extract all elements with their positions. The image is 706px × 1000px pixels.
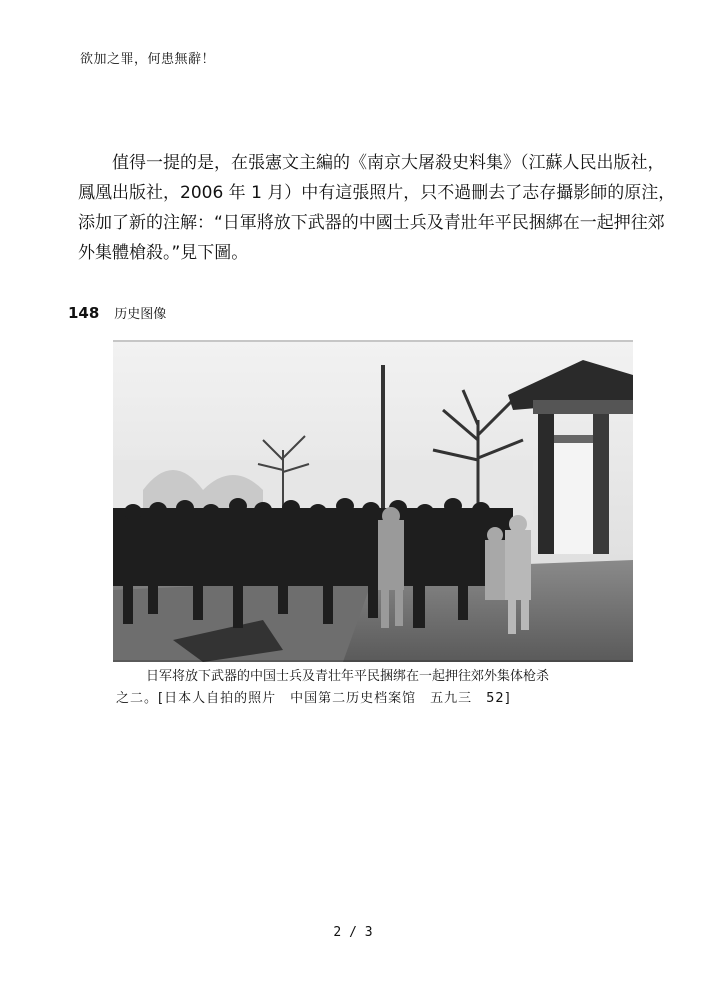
running-header: 欲加之罪，何患無辭！ [80,52,216,67]
body-paragraph [78,148,676,268]
photo-caption [116,666,656,710]
scanned-page-number: 148 [68,304,100,322]
caption-line: 日军将放下武器的中国士兵及青壮年平民捆绑在一起押往郊外集体枪杀 [146,669,550,684]
scanned-page-header [68,303,166,322]
paragraph-line: 外集體槍殺。”見下圖。 [78,243,249,263]
paragraph-line: 添加了新的注解：“日軍將放下武器的中國士兵及青壯年平民捆綁在一起押往郊 [78,213,665,233]
scanned-section-title: 历史图像 [114,307,167,322]
caption-line: 之二。[日本人自拍的照片 中国第二历史档案馆 五九三 52] [116,691,511,706]
paragraph-line: 值得一提的是，在張憲文主編的《南京大屠殺史料集》（江蘇人民出版社， [112,153,665,173]
historical-photo [113,340,633,662]
page-number: 2 / 3 [333,925,373,940]
paragraph-line: 鳳凰出版社，2006 年 1 月）中有這張照片，只不過刪去了志存攝影師的原注， [78,183,676,203]
